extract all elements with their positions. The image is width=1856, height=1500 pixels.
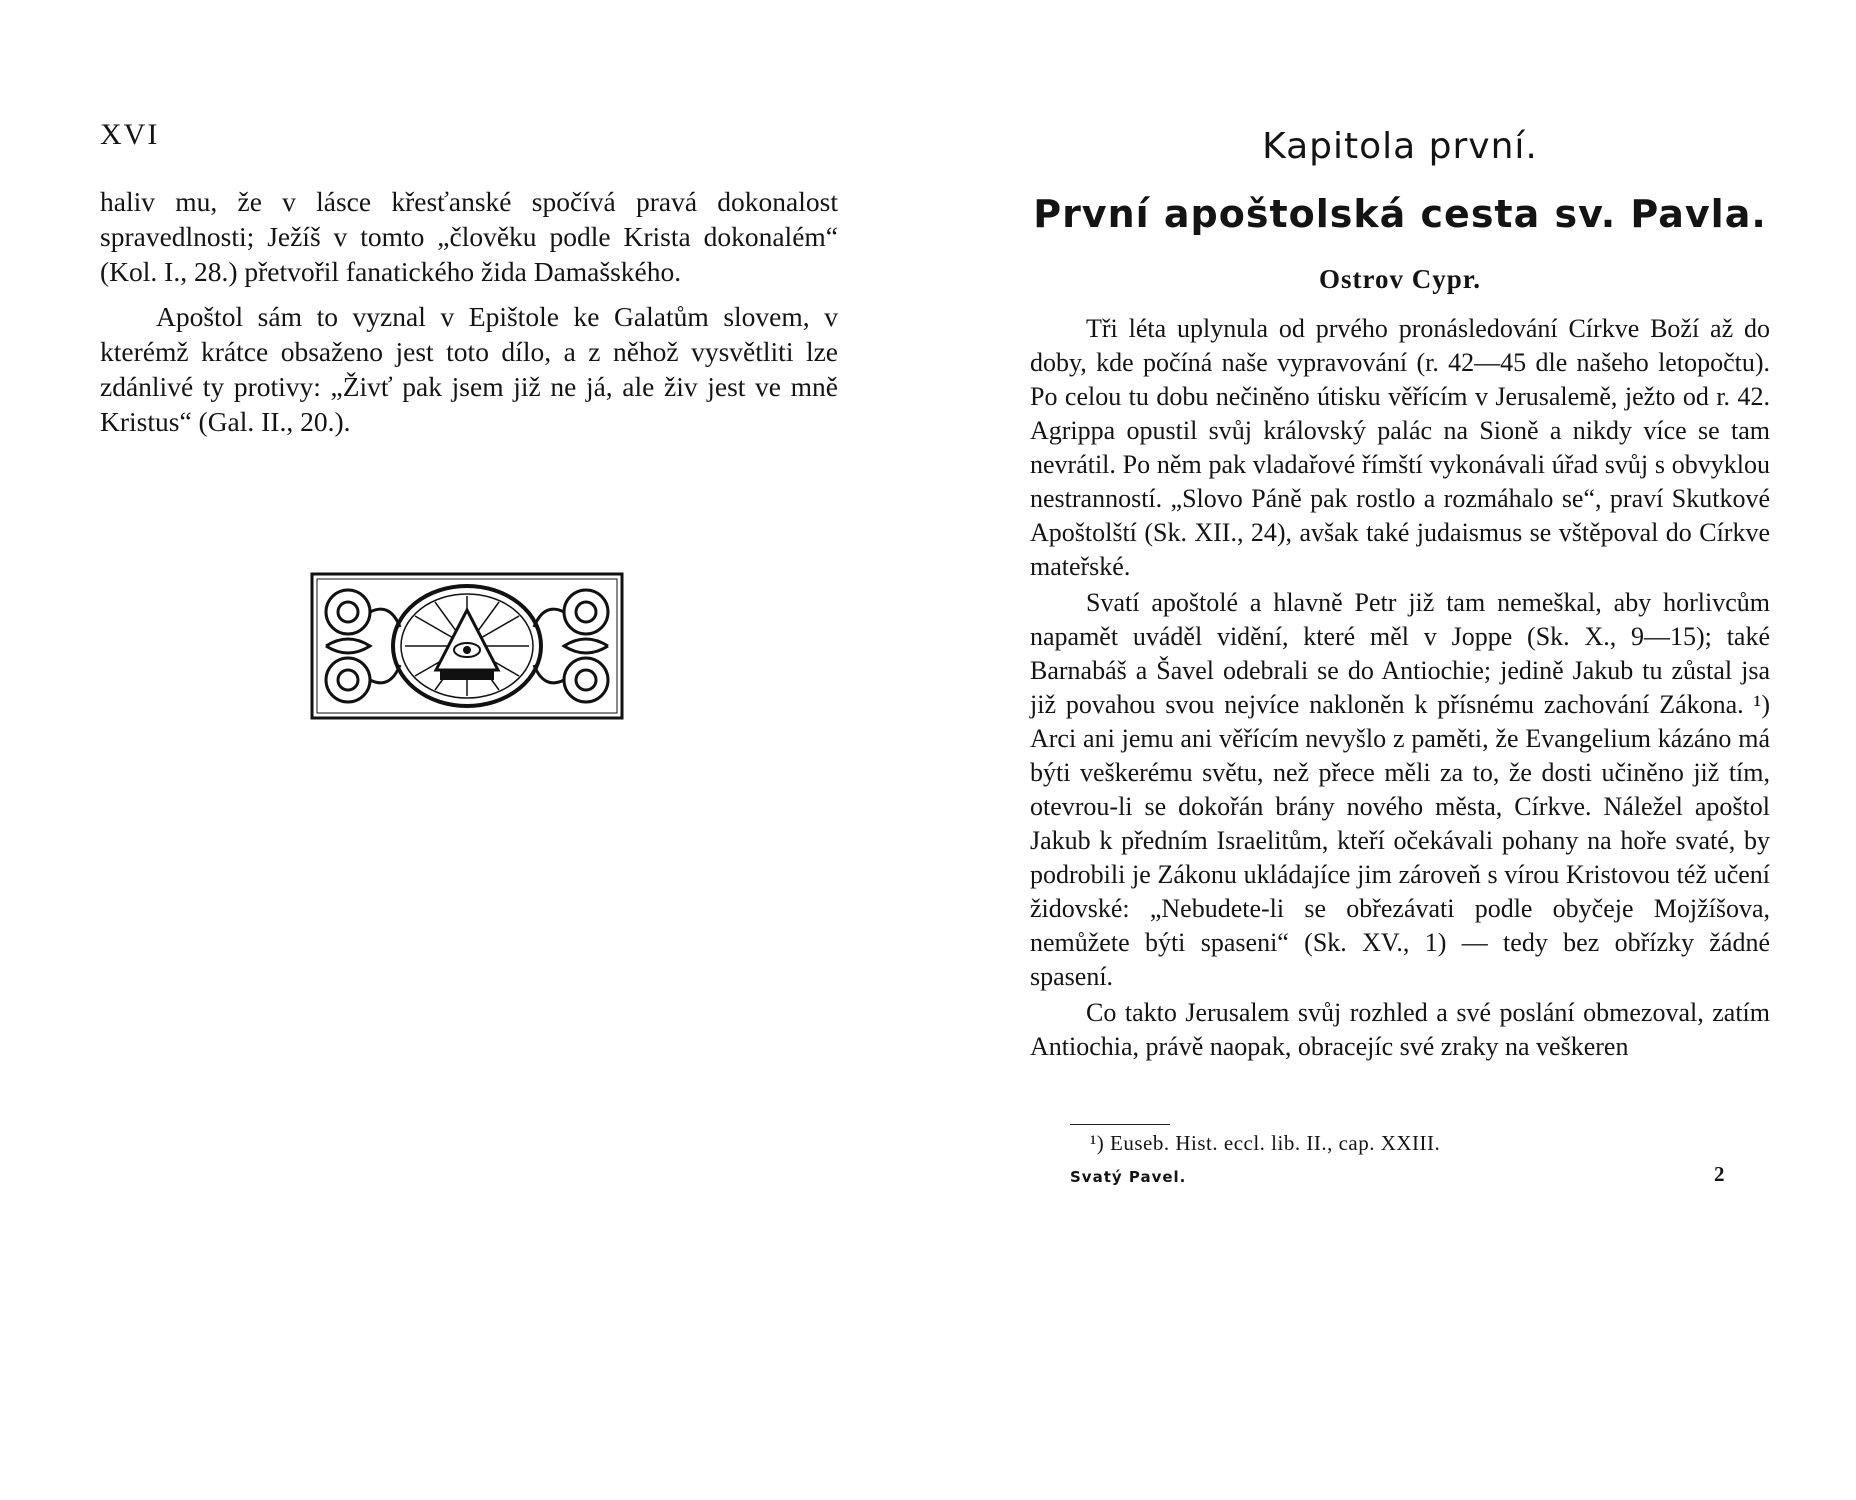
left-paragraph-1: haliv mu, že v lásce křesťanské spočívá pravá dokonalost spravedlnosti; Ježíš v tomto „člověku podle Krista dokonalém“ (Kol. I., 28.) přetvořil fanatického žida Damašského. bbox=[100, 186, 838, 287]
right-page bbox=[1030, 0, 1770, 1500]
chapter-label: Kapitola první. bbox=[1262, 126, 1538, 167]
right-paragraph-3: Co takto Jerusalem svůj rozhled a své poslání obmezoval, zatím Antiochia, právě naopak, obracejíc své zraky na veškeren bbox=[1030, 998, 1770, 1061]
chapter-title: První apoštolská cesta sv. Pavla. bbox=[1033, 192, 1767, 236]
right-paragraph-2: Svatí apoštolé a hlavně Petr již tam nemeškal, aby horlivcům napamět uváděl vidění, které měl v Joppe (Sk. X., 9—15); také Barnabáš a Šavel odebrali se do Antiochie; jedině Jakub tu zůstal jsa již povahou svou nejvíce nakloněn k přísnému zachování Zákona. ¹) Arci ani jemu ani věřícím nevyšlo z paměti, že Evangelium kázáno má býti veškerému světu, než přece měli za to, že dosti učiněno již tím, otevrou-li se dokořán brány nového města, Církve. Náležel apoštol Jakub k předním Israelitům, kteří očekávali pohany na hoře svaté, by podrobili je Zákonu ukládajíce jim zároveň s vírou Kristovou též učení židovské: „Nebudete-li se obřezávati podle obyčeje Mojžíšova, nemůžete býti spaseni“ (Sk. XV., 1) — tedy bez obřízky žádné spasení. bbox=[1030, 588, 1770, 991]
footnote: ¹) Euseb. Hist. eccl. lib. II., cap. XXIII. bbox=[1090, 1131, 1441, 1155]
eye-of-providence-vignette-icon bbox=[310, 572, 624, 720]
section-title: Ostrov Cypr. bbox=[1318, 264, 1482, 294]
signature-mark: Svatý Pavel. bbox=[1070, 1168, 1187, 1186]
left-page-body bbox=[100, 184, 838, 449]
left-page bbox=[100, 0, 840, 1500]
page-number: XVI bbox=[100, 118, 160, 151]
footnote-divider bbox=[1070, 1124, 1170, 1125]
left-paragraph-2: Apoštol sám to vyznal v Epištole ke Galatům slovem, v kterémž krátce obsaženo jest toto dílo, a z něhož vysvětliti lze zdánlivé ty protivy: „Živť pak jsem již ne já, ale živ jest ve mně Kristus“ (Gal. II., 20.). bbox=[100, 301, 838, 437]
right-page-body bbox=[1030, 312, 1770, 1066]
right-paragraph-1: Tři léta uplynula od prvého pronásledování Církve Boží až do doby, kde počíná naše vypravování (r. 42—45 dle našeho letopočtu). Po celou tu dobu nečiněno útisku věřícím v Jerusalemě, ježto od r. 42. Agrippa opustil svůj královský palác na Sioně a nikdy více se tam nevrátil. Po něm pak vladařové římští vykonávali úřad svůj s obvyklou nestranností. „Slovo Páně pak rostlo a rozmáhalo se“, praví Skutkové Apoštolští (Sk. XII., 24), avšak také judaismus se vštěpoval do Církve mateřské. bbox=[1030, 314, 1770, 581]
sheet-number: 2 bbox=[1714, 1162, 1725, 1186]
